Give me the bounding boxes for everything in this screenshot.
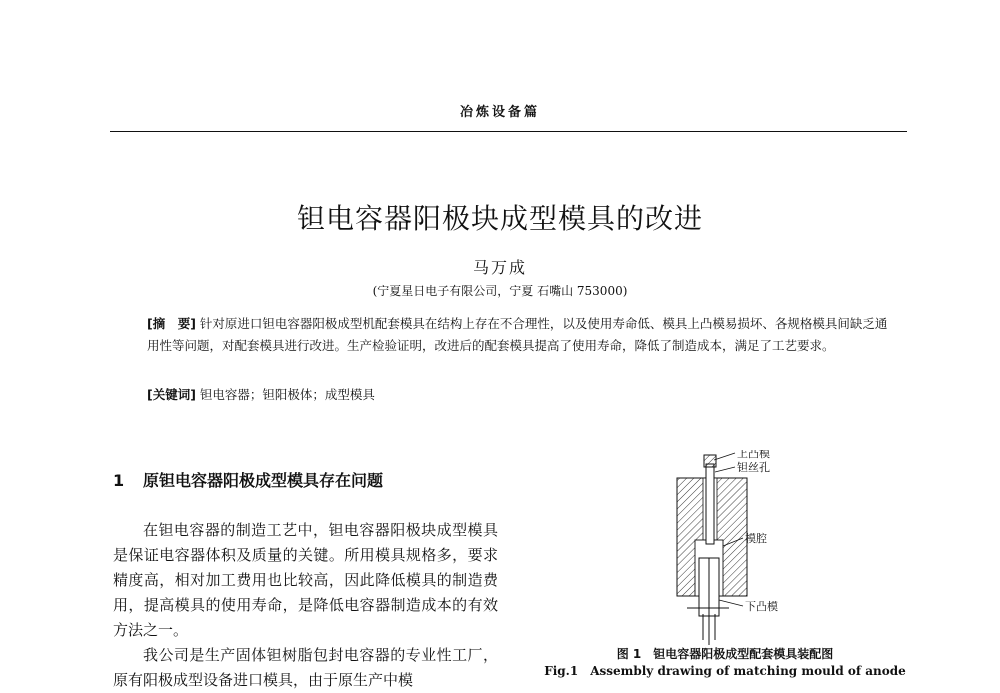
figure-caption-cn: 图 1 钽电容器阳极成型配套模具装配图 bbox=[616, 647, 834, 661]
section-title: 原钽电容器阳极成型模具存在问题 bbox=[143, 471, 384, 490]
label-lower-punch: 下凸模 bbox=[745, 600, 778, 613]
paper-title: 钽电容器阳极块成型模具的改进 bbox=[296, 202, 703, 235]
label-upper-punch: 上凸模 bbox=[737, 450, 770, 460]
paragraph: 在钽电容器的制造工艺中，钽电容器阳极块成型模具是保证电容器体积及质量的关键。所用模具规格多，要求精度高，相对加工费用也比较高，因此降低模具的制造费用，提高模具的使用寿命，是降低电容器制造成本的有效方法之一。 bbox=[113, 521, 498, 639]
section-number: 1 bbox=[113, 471, 125, 490]
assembly-figure bbox=[665, 450, 815, 645]
journal-section-header: 冶炼设备篇 bbox=[459, 105, 540, 120]
label-wire-hole: 钽丝孔 bbox=[737, 461, 770, 474]
abstract-label: [摘 要] bbox=[147, 316, 196, 331]
body-text bbox=[113, 518, 498, 693]
keywords-text: 钽电容器；钽阳极体；成型模具 bbox=[199, 387, 375, 402]
abstract-text: 针对原进口钽电容器阳极成型机配套模具在结构上存在不合理性，以及使用寿命低、模具上凸模易损坏、各规格模具间缺乏通用性等问题，对配套模具进行改进。生产检验证明，改进后的配套模具提高了使用寿命，降低了制造成本，满足了工艺要求。 bbox=[147, 316, 888, 353]
paper-affiliation: (宁夏星日电子有限公司，宁夏 石嘴山 753000) bbox=[372, 284, 628, 298]
section-heading bbox=[113, 468, 383, 491]
header-rule bbox=[110, 131, 907, 132]
keywords-label: [关键词] bbox=[147, 387, 196, 402]
paper-author: 马万成 bbox=[472, 258, 527, 277]
figure-caption-en: Fig.1 Assembly drawing of matching mould of anode bbox=[544, 664, 906, 678]
keywords bbox=[147, 385, 891, 403]
upper-punch-head bbox=[704, 455, 716, 467]
label-cavity: 模腔 bbox=[745, 532, 767, 545]
abstract bbox=[147, 313, 891, 357]
mould-drawing bbox=[665, 450, 815, 645]
paragraph: 我公司是生产固体钽树脂包封电容器的专业性工厂，原有阳极成型设备进口模具，由于原生产中模 bbox=[113, 646, 498, 689]
upper-punch bbox=[706, 464, 714, 544]
